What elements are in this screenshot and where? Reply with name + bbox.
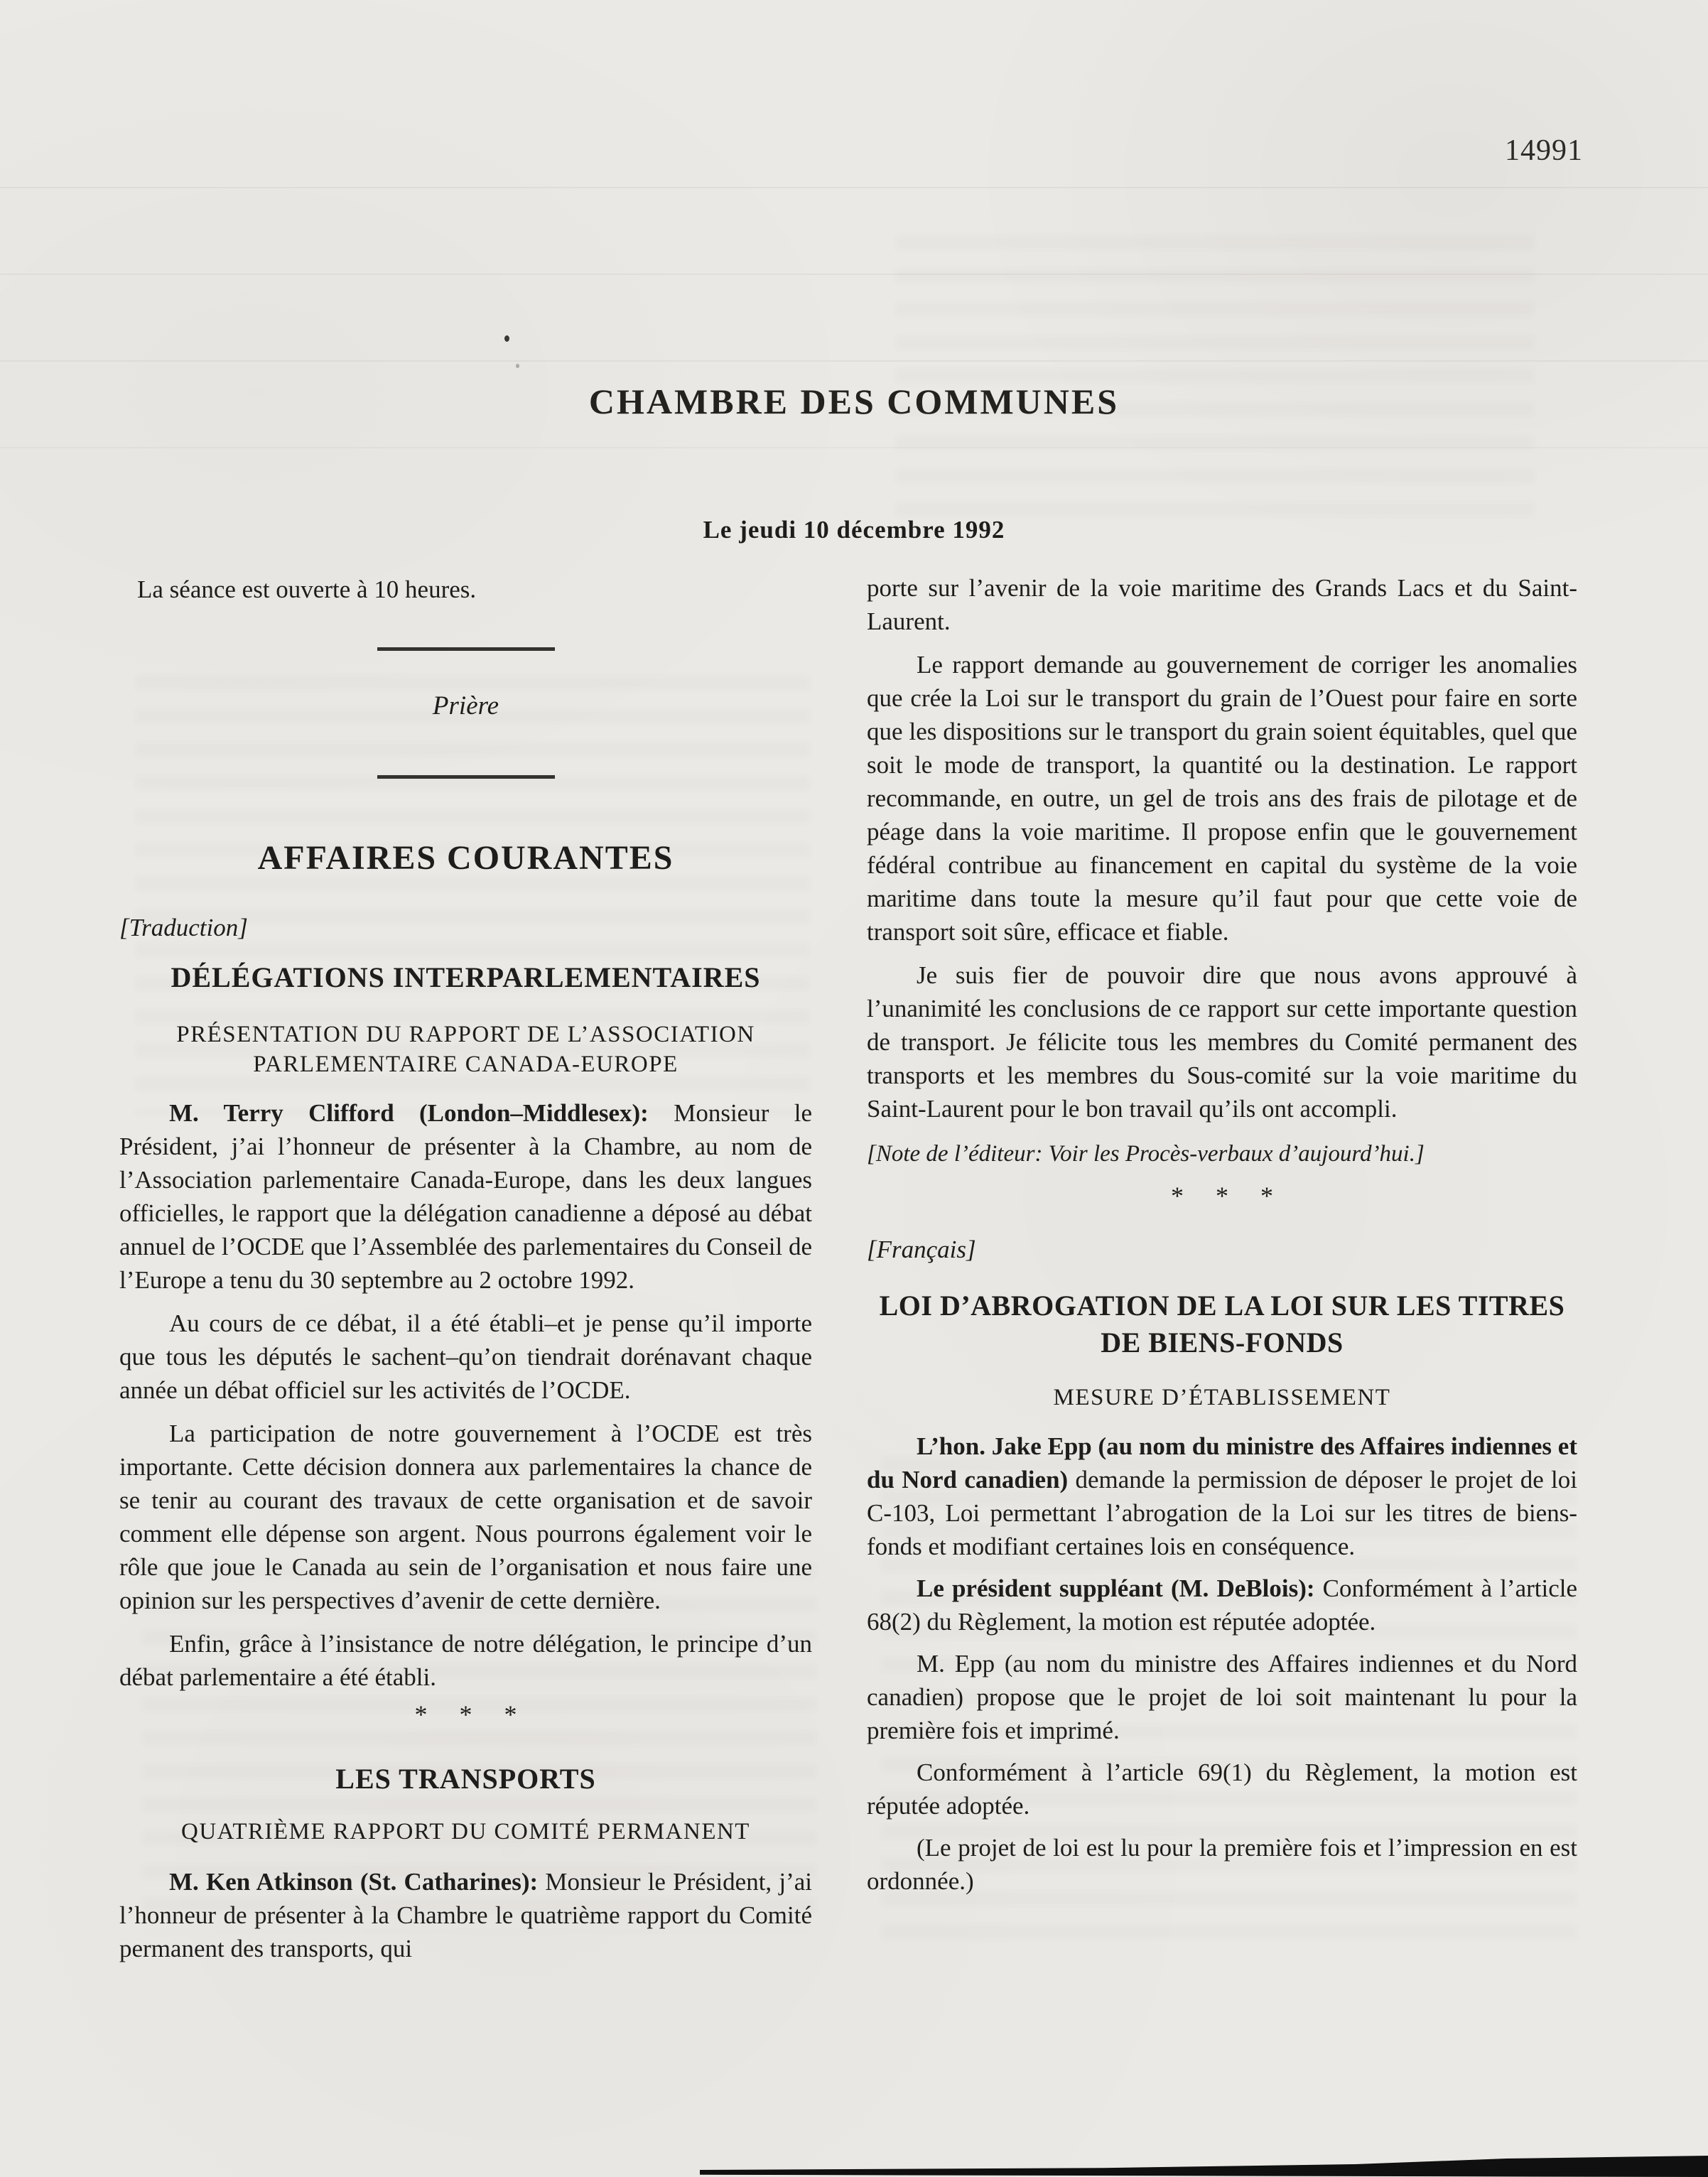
asterisk-separator: * * * [1171,1182,1273,1210]
language-tag-francais: [Français] [867,1236,976,1263]
prayer-label: Prière [432,691,499,720]
speaker-name-epp: L’hon. Jake Epp (au nom du ministre des Affaires indiennes et du Nord canadien) [867,1432,1577,1493]
heading-line-1: LOI D’ABROGATION DE LA LOI SUR LES TITRES [879,1290,1565,1322]
page-number: 14991 [1505,134,1583,167]
paragraph-projet-de-loi: (Le projet de loi est lu pour la première fois et l’impression en est ordonnée.) [867,1834,1577,1895]
paragraph-conformement: Conformément à l’article 69(1) du Règlement, la motion est réputée adoptée. [867,1759,1577,1820]
speaker-name-deblois: Le président suppléant (M. DeBlois): [917,1574,1315,1602]
subheading-line-2: PARLEMENTAIRE CANADA-EUROPE [253,1052,679,1077]
speaker-name-atkinson: M. Ken Atkinson (St. Catharines): [169,1868,539,1896]
scanline-artifact [0,187,1708,188]
heading-loi-abrogation [867,1287,1577,1361]
right-column [867,571,1577,1898]
section-heading-affaires-courantes: AFFAIRES COURANTES [257,839,674,877]
subheading-quatrieme-rapport: QUATRIÈME RAPPORT DU COMITÉ PERMANENT [181,1819,750,1844]
speech-text: Conformément à l’article 68(2) du Règlement, la motion est réputée adoptée. [867,1574,1578,1636]
paragraph-rapport: Le rapport demande au gouvernement de corriger les anomalies que crée la Loi sur le transport du grain de l’Ouest pour faire en sorte que les dispositions sur le transport du grain soient équitables, quel que soit le mode de transport, la quantité ou la destination. Le rapport recommande, en outre, un gel de trois ans des frais de pilotage et de péage dans la voie maritime. Il propose enfin que le gouvernement fédéral contribue au financement en capital du système de la voie maritime dans toute la mesure qu’il faut pour que cette voie de transport soit sûre, efficace et fiable. [867,651,1577,946]
subheading-line-1: PRÉSENTATION DU RAPPORT DE L’ASSOCIATION [176,1022,755,1047]
editor-note: [Note de l’éditeur: Voir les Procès-verbaux d’aujourd’hui.] [867,1141,1425,1167]
page-title: CHAMBRE DES COMMUNES [588,382,1120,421]
paragraph-clifford [119,1096,812,1297]
paper-speck [504,335,509,342]
speaker-name-clifford: M. Terry Clifford (London–Middlesex): [169,1099,649,1127]
language-tag-traduction: [Traduction] [119,914,248,941]
paragraph-epp-motion: M. Epp (au nom du ministre des Affaires indiennes et du Nord canadien) propose que le projet de loi soit maintenant lu pour la première fois et imprimé. [867,1650,1577,1744]
paragraph-continuation: porte sur l’avenir de la voie maritime des Grands Lacs et du Saint-Laurent. [867,574,1577,635]
left-column [119,573,812,1965]
speech-text: Monsieur le Président, j’ai l’honneur de présenter à la Chambre, au nom de l’Association parlementaire Canada-Europe, dans les deux langues officielles, le rapport que la délégation canadienne a déposé au débat annuel de l’OCDE que l’Assemblée des parlementaires du Conseil de l’Europe a tenu du 30 septembre au 2 octobre 1992. [119,1099,812,1294]
divider-rule [377,775,555,779]
speech-text: Monsieur le Président, j’ai l’honneur de présenter à la Chambre le quatrième rapport du Comité permanent des transports, qui [119,1868,812,1962]
sitting-date: Le jeudi 10 décembre 1992 [703,516,1005,544]
opening-line: La séance est ouverte à 10 heures. [137,576,477,603]
paper-speck [516,364,519,368]
paragraph-participation: La participation de notre gouvernement à l’OCDE est très importante. Cette décision donnera aux parlementaires la chance de se tenir au courant des travaux de cette organisation et de savoir comment elle dépense son argent. Nous pourrons également voir le rôle que joue le Canada au sein de l’organisation et nous faire une opinion sur les perspectives d’avenir de cette dernière. [119,1420,812,1614]
paragraph-enfin: Enfin, grâce à l’insistance de notre délégation, le principe d’un débat parlementaire a été établi. [119,1630,812,1691]
subheading-presentation-rapport [119,1020,812,1079]
heading-les-transports: LES TRANSPORTS [335,1763,596,1795]
heading-delegations-interparlementaires: DÉLÉGATIONS INTERPARLEMENTAIRES [171,961,761,993]
heading-line-2: DE BIENS-FONDS [1101,1327,1344,1358]
asterisk-separator: * * * [414,1700,517,1729]
paragraph-epp [867,1430,1577,1563]
subheading-mesure-etablissement: MESURE D’ÉTABLISSEMENT [1053,1385,1391,1410]
speech-text: demande la permission de déposer le projet de loi C-103, Loi permettant l’abrogation de la Loi sur les titres de biens-fonds et modifiant certaines lois en conséquence. [867,1466,1577,1560]
paragraph-atkinson [119,1865,812,1965]
paragraph-fier: Je suis fier de pouvoir dire que nous avons approuvé à l’unanimité les conclusions de ce rapport sur cette importante question de transport. Je félicite tous les membres du Comité permanent des transports et les membres du Sous-comité sur la voie maritime du Saint-Laurent pour le bon travail qu’ils ont accompli. [867,961,1577,1123]
divider-rule [377,647,555,651]
paragraph-deblois [867,1572,1577,1638]
paragraph-debat: Au cours de ce débat, il a été établi–et je pense qu’il importe que tous les députés le sachent–qu’on tiendrait dorénavant chaque année un débat officiel sur les activités de l’OCDE. [119,1309,812,1404]
scan-edge-bar [700,2149,1708,2177]
